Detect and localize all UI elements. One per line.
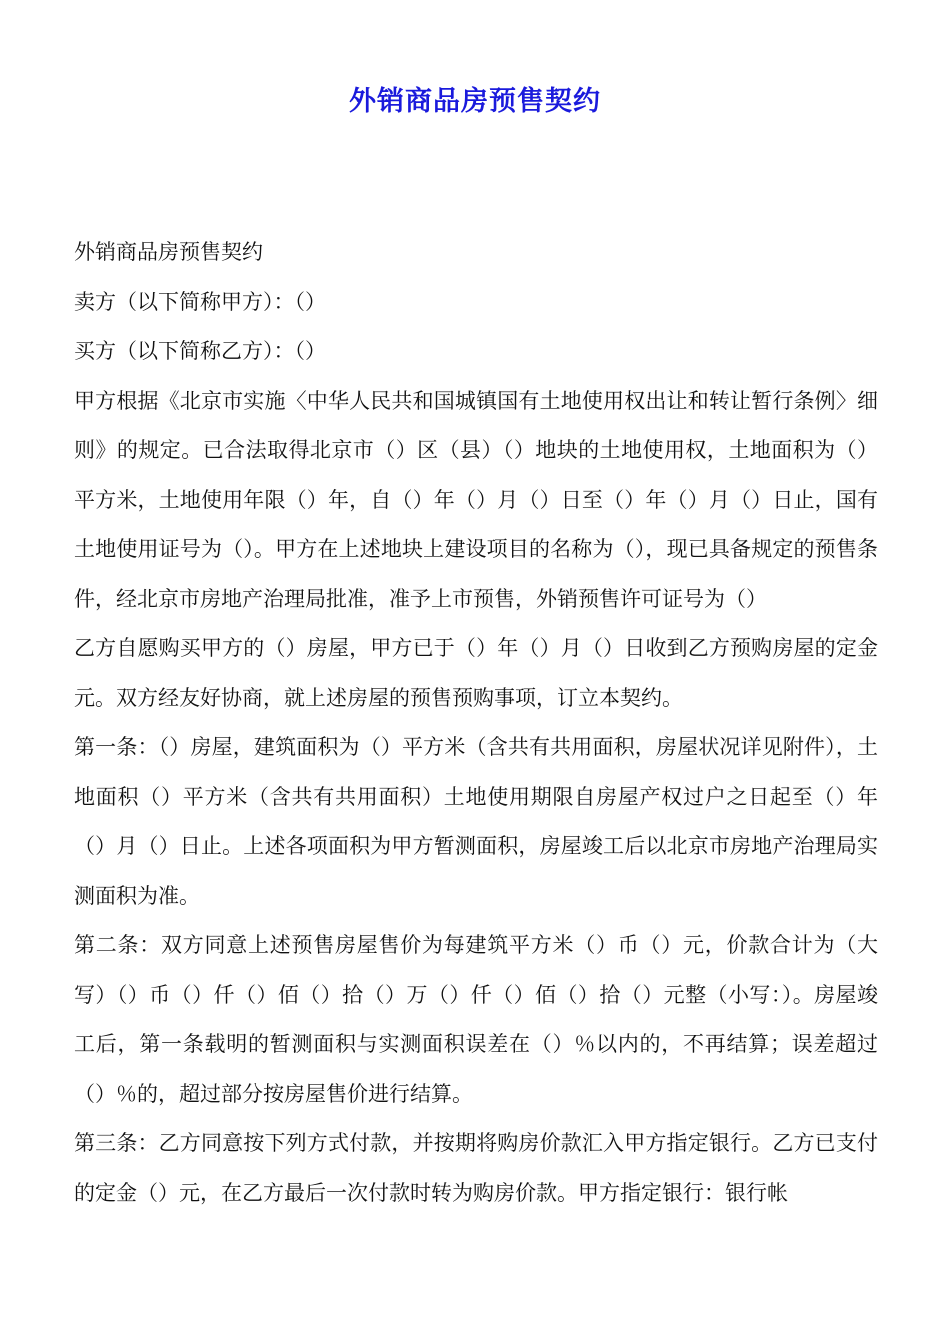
paragraph-heading: 外销商品房预售契约 bbox=[74, 240, 263, 264]
paragraph-article-2: 第二条：双方同意上述预售房屋售价为每建筑平方米（）币（）元，价款合计为（大写）（）币（）仟（）佰（）拾（）万（）仟（）佰（）拾（）元整（小写：）。房屋竣工后，第一条载明的暂测面积与实测面积误差在（）％以内的，不再结算；误差超过（）％的，超过部分按房屋售价进行结算。 bbox=[74, 933, 878, 1106]
document-title: 外销商品房预售契约 bbox=[349, 86, 601, 117]
paragraph-article-1: 第一条：（）房屋，建筑面积为（）平方米（含共有共用面积，房屋状况详见附件），土地面积（）平方米（含共有共用面积）土地使用期限自房屋产权过户之日起至（）年（）月（）日止。上述各项面积为甲方暂测面积，房屋竣工后以北京市房地产治理局实测面积为准。 bbox=[74, 735, 878, 908]
paragraph-deposit: 乙方自愿购买甲方的（）房屋，甲方已于（）年（）月（）日收到乙方预购房屋的定金元。双方经友好协商，就上述房屋的预售预购事项，订立本契约。 bbox=[74, 636, 878, 710]
document-body bbox=[74, 228, 878, 1218]
paragraph-seller: 卖方（以下简称甲方）：（） bbox=[74, 289, 326, 314]
paragraph-buyer: 买方（以下简称乙方）：（） bbox=[74, 339, 326, 363]
paragraph-article-3: 第三条：乙方同意按下列方式付款，并按期将购房价款汇入甲方指定银行。乙方已支付的定金（）元，在乙方最后一次付款时转为购房价款。甲方指定银行：银行帐 bbox=[74, 1131, 878, 1205]
paragraph-land-rights: 甲方根据《北京市实施〈中华人民共和国城镇国有土地使用权出让和转让暂行条例〉细则》的规定。已合法取得北京市（）区（县）（）地块的土地使用权，土地面积为（）平方米，土地使用年限（）年，自（）年（）月（）日至（）年（）月（）日止，国有土地使用证号为（）。甲方在上述地块上建设项目的名称为（），现已具备规定的预售条件，经北京市房地产治理局批准，准予上市预售，外销预售许可证号为（） bbox=[74, 388, 878, 611]
